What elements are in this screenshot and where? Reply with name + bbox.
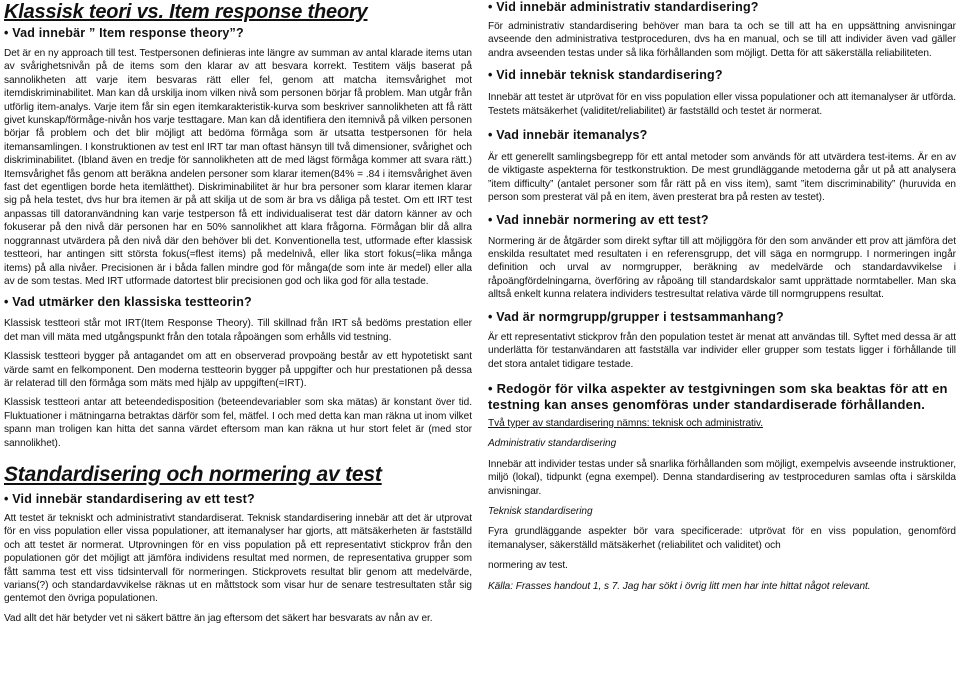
question-heading: • Vad innebär itemanalys? [488, 128, 956, 143]
paragraph: Normering är de åtgärder som direkt syftar till att möjliggöra för den som använder ett prov att jämföra det enskilda resultatet med resultaten i en referensgrupp, det vill säga en normgrupp. I normeringen ingår definition och urval av normgrupper, beräkning av medelvärde och standardavvikelse i råpoängfördelningarna, överföring av råpoäng till standardskalor samt upprättade normtabeller. Man ska alltså enkelt kunna relatera individers testresultat relativa värde till normgruppens resultat. [488, 235, 956, 301]
question-heading: • Vad innebär ” Item response theory”? [4, 26, 472, 41]
paragraph: Klassisk testteori bygger på antagandet om att en observerad provpoäng består av ett hypotetiskt sant värde samt en felkomponent. Den moderna testteorin bygger på uppgifter och hur prestationen på dessa är relaterad till den förmåga som mäts med hjälp av uppgiften(=IRT). [4, 351, 472, 389]
paragraph: Att testet är tekniskt och administrativt standardiserat. Teknisk standardisering innebär att det är utprovat för en viss population eller vissa populationer, att itemanalyser har gjorts, att mätsäkerheten är fastställd och att testet är normerat. Utprovningen för en viss population på ett representativt stickprov från den populationen gör det möjligt att jämföra individens resultat med normen, de representativa grupper som fått samma test ett viss tidsintervall för normeringen. Stickprovets resultat blir genom att medelvärde, varians(?) och standardavvikelse räknas ut en måttstock som visar hur de senare testresultaten står sig gentemot den övriga populationen. [4, 512, 472, 605]
subheading: Teknisk standardisering [488, 505, 593, 517]
paragraph: Klassisk testteori antar att beteendedisposition (beteendevariabler som ska mätas) är konstant över tid. Fluktuationer i mätningarna betraktas därför som fel, mätfel. I och med detta kan man räkna ut inom vilket spann man troligen kan hitta det sanna värdet eftersom man kan räkna ut hur stort felet är (med stor sannolikhet). [4, 397, 472, 449]
question-heading: • Vad är normgrupp/grupper i testsammanhang? [488, 310, 956, 325]
paragraph: För administrativ standardisering behöver man bara ta och se till att ha en uppsättning anvisningar avseende den administrativa testproceduren, dvs ha en manual, och se till att individer även vad gäller andra avseenden testas under så lika förhållanden som möjligt. Detta för att säkerställa reliabiliteten. [488, 21, 956, 59]
paragraph: normering av test. [488, 560, 568, 572]
paragraph: Är ett generellt samlingsbegrepp för ett antal metoder som används för att utvärdera test-items. Är en av de viktigaste aspekterna för testkonstruktion. De mest grundläggande metoderna går ut på att analysera ”item difficulty” (antalet personer som får rätt på en viss item), samt ”item discriminability” (huruvida en person som presterat väl på en item, även presterat bra på resten av testet). [488, 152, 956, 204]
question-heading: • Vid innebär standardisering av ett test? [4, 492, 472, 507]
section-title: Standardisering och normering av test [4, 462, 382, 486]
paragraph: Klassisk testteori står mot IRT(Item Response Theory). Till skillnad från IRT så bedöms prestation eller det man vill mäta med utgångspunkt från den totala råpoängen som erhålls vid testning. [4, 318, 472, 343]
source-note: Källa: Frasses handout 1, s 7. Jag har sökt i övrig litt men har inte hittat något relevant. [488, 580, 871, 592]
left-column [4, 0, 472, 625]
paragraph: Är ett representativt stickprov från den population testet är menat att användas till. Syftet med dessa är att underlätta för testanvändaren att fastställa var individer eller grupper som testats ligger i förhållande till det stora antalet tidigare testade. [488, 331, 956, 370]
paragraph: Innebär att testet är utprövat för en viss population eller vissa populationer och att itemanalyser är utförda. Testets mätsäkerhet (validitet/reliabilitet) är fastställd och testet är normerat. [488, 92, 956, 117]
question-heading: • Vad innebär normering av ett test? [488, 213, 956, 228]
question-heading: • Vad utmärker den klassiska testteorin? [4, 295, 472, 310]
paragraph: Det är en ny approach till test. Testpersonen definieras inte längre av summan av antal klarade items utan av svårighetsnivån på de items som den klarar av att besvara korrekt. Testitem väljs baserat på sannolikheten att varje item besvaras rätt eller fel, genom att matcha itemsvårighet mot itemdiskriminabilitet. Man kan då urskilja inom vilken nivå som personen börjar få problem. Man utgår från utförlig item-analys. Varje item får sin egen itemkarakteristik-kurva som beskriver sannolikheten att få rätt givet kunskap/förmåge-nivån hos varje testtagare. Man kan då identifiera den itemnivå på vilken personen börjar få problem och det blir möjligt att bedöma förmåga som är utsatta testpersonen för hela itemansamlingen. I konstruktionen av test enl IRT tar man oftast hänsyn till två dimensioner, svårighet och diskriminabilitet. (Ibland även en tredje för sannolikheten att de med lägst förmåga kommer att svara rätt.) Itemsvårighet fås genom att beräkna andelen personer som klarar itemen(84% = .84 i itemsvårighet även fast det egentligen borde heta itemlätthet). Diskriminabilitet är hur bra personer som klarar itemen klarar sig på hela testet, dvs hur bra itemen är på att skilja ut de som är bra vs dåliga på testet. Om ett IRT test anpassas till datoranvändning kan varje testperson få ett individualiserat test där datorn känner av och fokuserar på den nivå där personen har en 50% sannolikhet att klara frågorna. Förmågan blir då allra noggrannast utvärdera på den nivå där den behöver bli det. Konventionella test, utformade efter klassisk testteori, har antingen sitt största fokus(=flest items) på medelnivå, eller lika stort fokus(=lika många items) på alla nivåer. Precisionen är i båda fallen mindre god för många(de som inte är medel) eller alla av de som testas. Med IRT utformade datortest blir precisionen god och lika god för alla testade. [4, 48, 472, 287]
question-heading: • Redogör för vilka aspekter av testgivningen som ska beaktas för att en testning kan anses genomföras under standardiserade förhållanden. [488, 381, 956, 413]
paragraph: Fyra grundläggande aspekter bör vara specificerade: utprövat för en viss population, genomförd itemanalyser, säkerställd mätsäkerhet (reliabilitet och validitet) och [488, 526, 956, 551]
right-column [488, 0, 956, 593]
paragraph: Två typer av standardisering nämns: teknisk och administrativ. [488, 417, 763, 429]
paragraph: Innebär att individer testas under så snarlika förhållanden som möjligt, exempelvis avseende instruktioner, miljö (lokal), tidpunkt (egna exempel). Denna standardisering av testproceduren samlas ofta i särskilda anvisningar. [488, 458, 956, 497]
page-title: Klassisk teori vs. Item response theory [4, 1, 368, 23]
paragraph: Vad allt det här betyder vet ni säkert bättre än jag eftersom det säkert har besvarats av nån av er. [4, 612, 433, 624]
question-heading: • Vid innebär teknisk standardisering? [488, 68, 956, 83]
subheading: Administrativ standardisering [488, 438, 617, 450]
question-heading: • Vid innebär administrativ standardisering? [488, 0, 956, 15]
